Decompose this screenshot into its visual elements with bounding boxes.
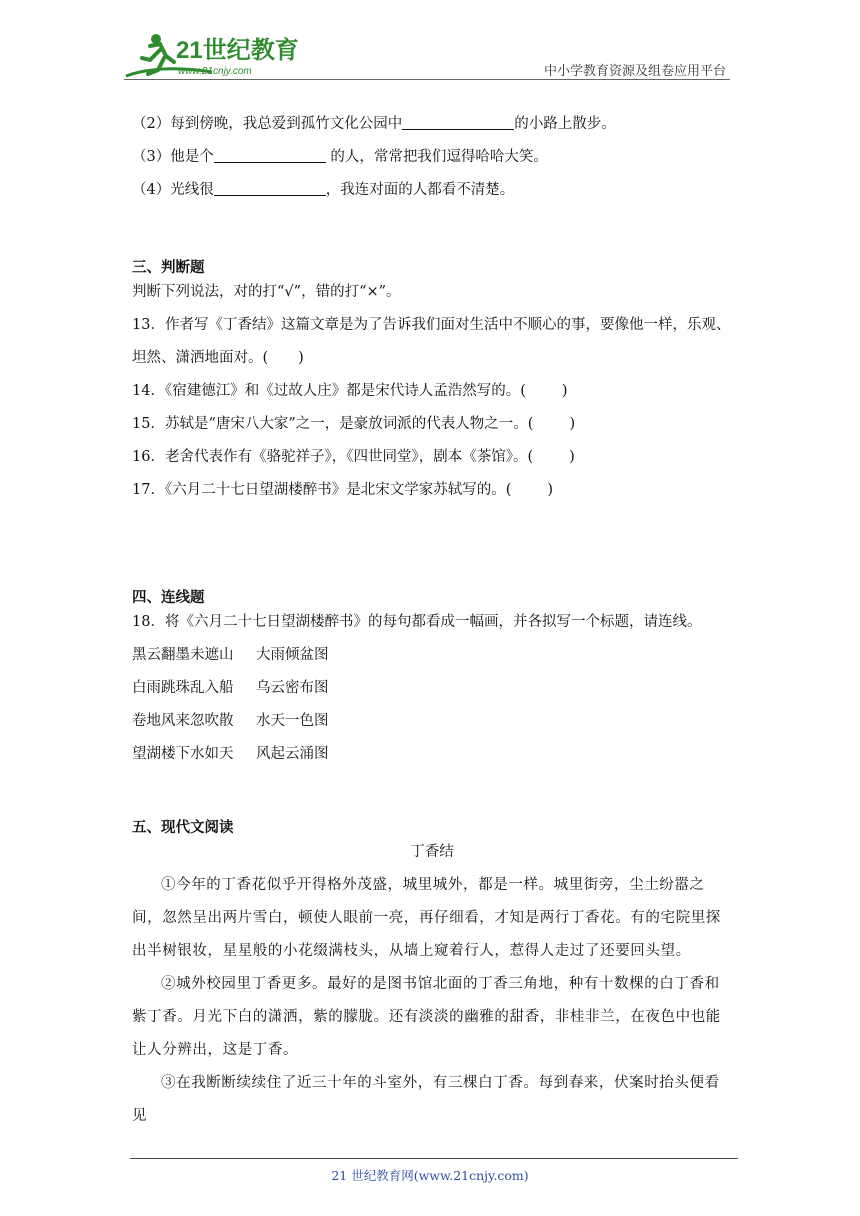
svg-text:www.21cnjy.com: www.21cnjy.com <box>178 66 252 77</box>
svg-text:21世纪教育: 21世纪教育 <box>176 37 299 64</box>
article-paragraph: ③在我断断续续住了近三十年的斗室外，有三棵白丁香。每到春来，伏案时抬头便看见 <box>132 1075 720 1124</box>
answer-blank[interactable] <box>402 111 514 130</box>
question-13-line2: 坦然、潇洒地面对。( ) <box>132 350 304 366</box>
match-right-item[interactable]: 大雨倾盆图 <box>256 647 329 663</box>
question-13-line1: 13．作者写《丁香结》这篇文章是为了告诉我们面对生活中不顺心的事，要像他一样，乐观、 <box>132 317 731 333</box>
match-right-item[interactable]: 水天一色图 <box>256 713 329 729</box>
match-left-item[interactable]: 望湖楼下水如天 <box>132 746 234 762</box>
footer-divider <box>130 1158 738 1159</box>
match-pair <box>132 705 732 738</box>
question-18: 18．将《六月二十七日望湖楼醉书》的每句都看成一幅画，并各拟写一个标题，请连线。 <box>132 614 702 630</box>
section-title-reading: 五、现代文阅读 <box>132 819 234 836</box>
match-left-item[interactable]: 卷地风来忽吹散 <box>132 713 234 729</box>
question-17: 17．《六月二十七日望湖楼醉书》是北宋文学家苏轼写的。( ) <box>132 482 554 498</box>
fill-blank-4: （4）光线很 ，我连对面的人都看不清楚。 <box>132 174 732 207</box>
article-title: 丁香结 <box>410 844 454 860</box>
fill-blank-2: （2）每到傍晚，我总爱到孤竹文化公园中 的小路上散步。 <box>132 108 732 141</box>
judgement-instruction: 判断下列说法，对的打“√”，错的打“×”。 <box>132 284 401 300</box>
question-16: 16．老舍代表作有《骆驼祥子》，《四世同堂》，剧本《茶馆》。( ) <box>132 449 575 465</box>
page-header <box>0 0 860 90</box>
article-paragraph: ②城外校园里丁香更多。最好的是图书馆北面的丁香三角地，种有十数棵的白丁香和紫丁香。月光下白的潇洒，紫的朦胧。还有淡淡的幽雅的甜香，非桂非兰，在夜色中也能让人分辨出，这是丁香。 <box>132 976 721 1058</box>
worksheet-content <box>132 108 732 1133</box>
section-title-judgement: 三、判断题 <box>132 259 205 276</box>
site-logo <box>120 28 300 86</box>
match-pair <box>132 639 732 672</box>
match-left-item[interactable]: 黑云翻墨未遮山 <box>132 647 234 663</box>
answer-blank[interactable] <box>214 177 326 196</box>
match-pair <box>132 672 732 705</box>
footer-link[interactable]: 21 世纪教育网(www.21cnjy.com) <box>331 1168 529 1183</box>
match-right-item[interactable]: 乌云密布图 <box>256 680 329 696</box>
platform-name: 中小学教育资源及组卷应用平台 <box>543 64 726 79</box>
header-divider <box>124 79 730 80</box>
match-left-item[interactable]: 白雨跳珠乱入船 <box>132 680 234 696</box>
question-14: 14．《宿建德江》和《过故人庄》都是宋代诗人孟浩然写的。( ) <box>132 383 568 399</box>
article-paragraph: ①今年的丁香花似乎开得格外茂盛，城里城外，都是一样。城里街旁，尘土纷嚣之间，忽然呈出两片雪白，顿使人眼前一亮，再仔细看，才知是两行丁香花。有的宅院里探出半树银妆，星星般的小花缀满枝头，从墙上窥着行人，惹得人走过了还要回头望。 <box>132 877 721 959</box>
fill-blank-3: （3）他是个 的人，常常把我们逗得哈哈大笑。 <box>132 141 732 174</box>
match-pair <box>132 738 732 771</box>
match-right-item[interactable]: 风起云涌图 <box>256 746 329 762</box>
section-title-matching: 四、连线题 <box>132 589 205 606</box>
answer-blank[interactable] <box>214 144 326 163</box>
question-15: 15．苏轼是“唐宋八大家”之一，是豪放词派的代表人物之一。( ) <box>132 416 576 432</box>
